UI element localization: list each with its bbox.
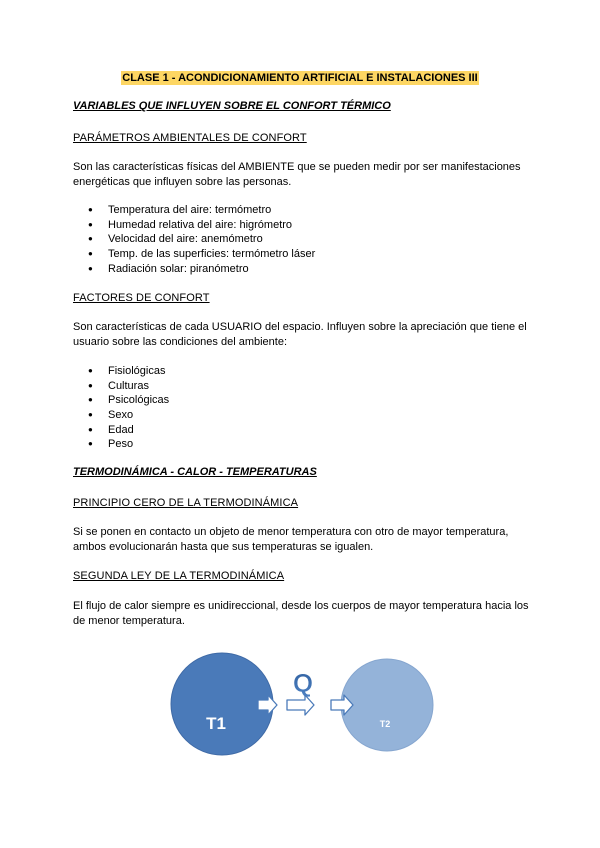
subheading-factores: FACTORES DE CONFORT: [73, 292, 210, 304]
list-item: ● Radiación solar: piranómetro: [88, 262, 315, 277]
list-item: ● Sexo: [88, 408, 169, 423]
list-item: ● Edad: [88, 423, 169, 438]
arrow-icon: [287, 695, 314, 715]
section-heading-confort: VARIABLES QUE INFLUYEN SOBRE EL CONFORT TÉRMICO: [73, 100, 391, 112]
list-item: ● Velocidad del aire: anemómetro: [88, 232, 315, 247]
t2-circle: [341, 659, 433, 751]
t1-label: T1: [206, 714, 226, 733]
q-label: Q: [292, 668, 314, 698]
list-item: ● Temp. de las superficies: termómetro láser: [88, 247, 315, 262]
list-item: ● Culturas: [88, 379, 169, 394]
subheading-parametros-ambientales: PARÁMETROS AMBIENTALES DE CONFORT: [73, 132, 307, 144]
t2-label: T2: [379, 719, 391, 729]
list-item: ● Psicológicas: [88, 393, 169, 408]
list-item: ● Temperatura del aire: termómetro: [88, 203, 315, 218]
section-heading-termodinamica: TERMODINÁMICA - CALOR - TEMPERATURAS: [73, 466, 317, 478]
paragraph-principio-cero: Si se ponen en contacto un objeto de menor temperatura con otro de mayor temperatura, ambos evolucionarán hasta que sus temperaturas se igualen.: [73, 526, 509, 553]
paragraph-segunda-ley: El flujo de calor siempre es unidireccional, desde los cuerpos de mayor temperatura hacia los de menor temperatura.: [73, 600, 529, 627]
list-item: ● Humedad relativa del aire: higrómetro: [88, 218, 315, 233]
paragraph-factores: Son características de cada USUARIO del espacio. Influyen sobre la apreciación que tiene el usuario sobre las condiciones del ambiente:: [73, 321, 527, 348]
subheading-segunda-ley: SEGUNDA LEY DE LA TERMODINÁMICA: [73, 570, 285, 582]
document-title: CLASE 1 - ACONDICIONAMIENTO ARTIFICIAL E INSTALACIONES III: [122, 72, 478, 84]
list-item: ● Peso: [88, 437, 169, 452]
subheading-principio-cero: PRINCIPIO CERO DE LA TERMODINÁMICA: [73, 497, 299, 509]
paragraph-ambientales: Son las características físicas del AMBIENTE que se pueden medir por ser manifestaciones energéticas que influyen sobre las personas.: [73, 161, 521, 188]
list-item: ● Fisiológicas: [88, 364, 169, 379]
